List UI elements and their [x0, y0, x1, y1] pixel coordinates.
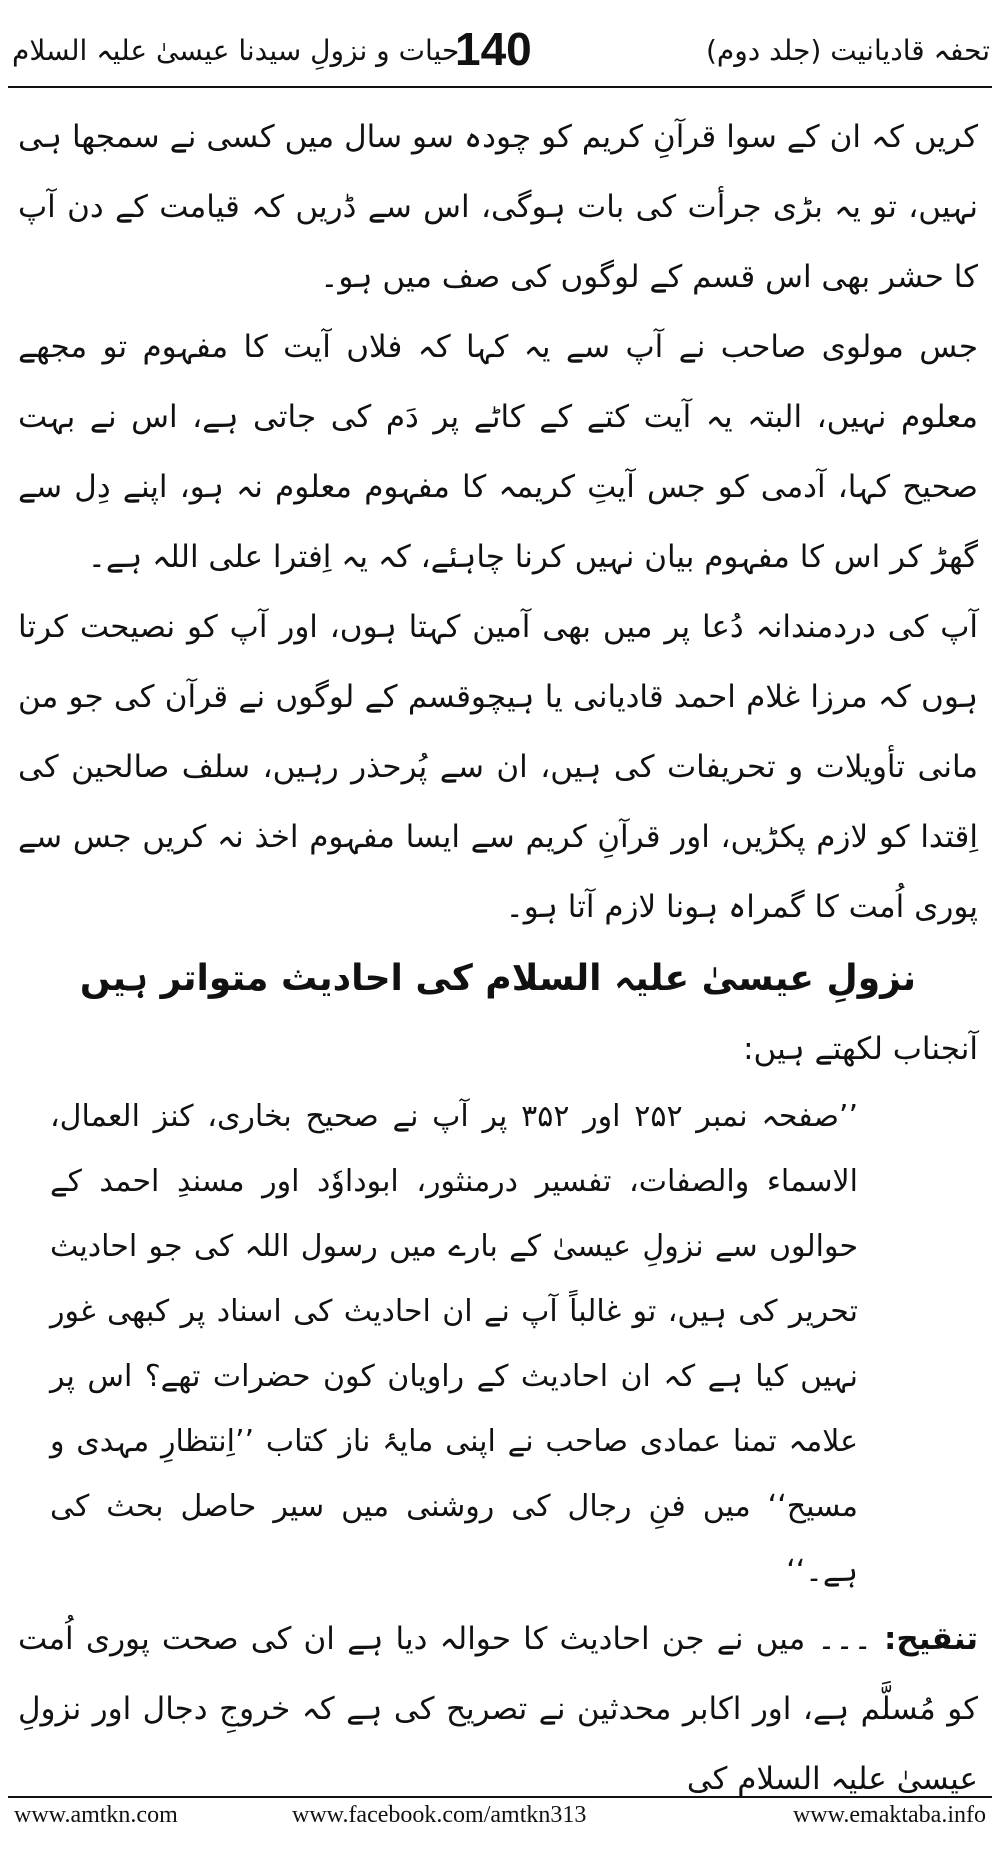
- page-footer: [0, 1796, 1000, 1836]
- header-rule: [8, 86, 992, 88]
- footer-rule: [8, 1796, 992, 1798]
- paragraph-1: کریں کہ ان کے سوا قرآنِ کریم کو چودہ سو سال میں کسی نے سمجھا ہی نہیں، تو یہ بڑی جرأت کی بات ہوگی، اس سے ڈریں کہ قیامت کے دن آپ کا حشر بھی اس قسم کے لوگوں کی صف میں ہو۔: [18, 119, 978, 295]
- tanqih-label: تنقیح:: [884, 1621, 978, 1657]
- book-title: تحفہ قادیانیت (جلد دوم): [705, 34, 990, 67]
- section-heading: نزولِ عیسیٰ علیہ السلام کی احادیث متواتر ہیں: [79, 958, 917, 999]
- block-quote: ’’صفحہ نمبر ۲۵۲ اور ۳۵۲ پر آپ نے صحیح بخاری، کنز العمال، الاسماء والصفات، تفسیر درمنثور، ابوداوٗد اور مسندِ احمد کے حوالوں سے نزولِ عیسیٰ کے بارے میں رسول اللہ کی جو احادیث تحریر کی ہیں، تو غالباً آپ نے ان احادیث کی اسناد پر کبھی غور نہیں کیا ہے کہ ان احادیث کے راویان کون حضرات تھے؟ اس پر علامہ تمنا عمادی صاحب نے اپنی مایۂ ناز کتاب ’’اِنتظارِ مہدی و مسیح‘‘ میں فنِ رجال کی روشنی میں سیر حاصل بحث کی ہے۔‘‘: [50, 1099, 858, 1589]
- chapter-title: حیات و نزولِ سیدنا عیسیٰ علیہ السلام: [12, 34, 460, 67]
- paragraph-3: آپ کی دردمندانہ دُعا پر میں بھی آمین کہتا ہوں، اور آپ کو نصیحت کرتا ہوں کہ مرزا غلام احمد قادیانی یا ہیچوقسم کے لوگوں نے قرآن کی جو من مانی تأویلات و تحریفات کی ہیں، ان سے پُرحذر رہیں، سلف صالحین کی اِقتدا کو لازم پکڑیں، اور قرآنِ کریم سے ایسا مفہوم اخذ نہ کریں جس سے پوری اُمت کا گمراہ ہونا لازم آتا ہو۔: [18, 609, 978, 925]
- quote-intro: آنجناب لکھتے ہیں:: [743, 1031, 978, 1067]
- paragraph-2: جس مولوی صاحب نے آپ سے یہ کہا کہ فلاں آیت کا مفہوم تو مجھے معلوم نہیں، البتہ یہ آیت کتے کے کاٹے پر دَم کی جاتی ہے، اس نے بہت صحیح کہا، آدمی کو جس آیتِ کریمہ کا مفہوم معلوم نہ ہو، اپنے دِل سے گھڑ کر اس کا مفہوم بیان نہیں کرنا چاہئے، کہ یہ اِفترا علی اللہ ہے۔: [18, 329, 978, 575]
- footer-link-facebook[interactable]: www.facebook.com/amtkn313: [292, 1802, 587, 1828]
- page-number: 140: [455, 23, 532, 75]
- tanqih-paragraph: [18, 1604, 978, 1814]
- footer-link-amtkn[interactable]: www.amtkn.com: [14, 1802, 178, 1828]
- page-body: [18, 102, 978, 1797]
- page-header: [0, 23, 1000, 92]
- tanqih-text: ۔۔۔ میں نے جن احادیث کا حوالہ دیا ہے ان کی صحت پوری اُمت کو مُسلَّم ہے، اور اکابر محدثین نے تصریح کی ہے کہ خروجِ دجال اور نزولِ عیسیٰ علیہ السلام کی: [18, 1621, 978, 1797]
- footer-link-emaktaba[interactable]: www.emaktaba.info: [792, 1802, 986, 1828]
